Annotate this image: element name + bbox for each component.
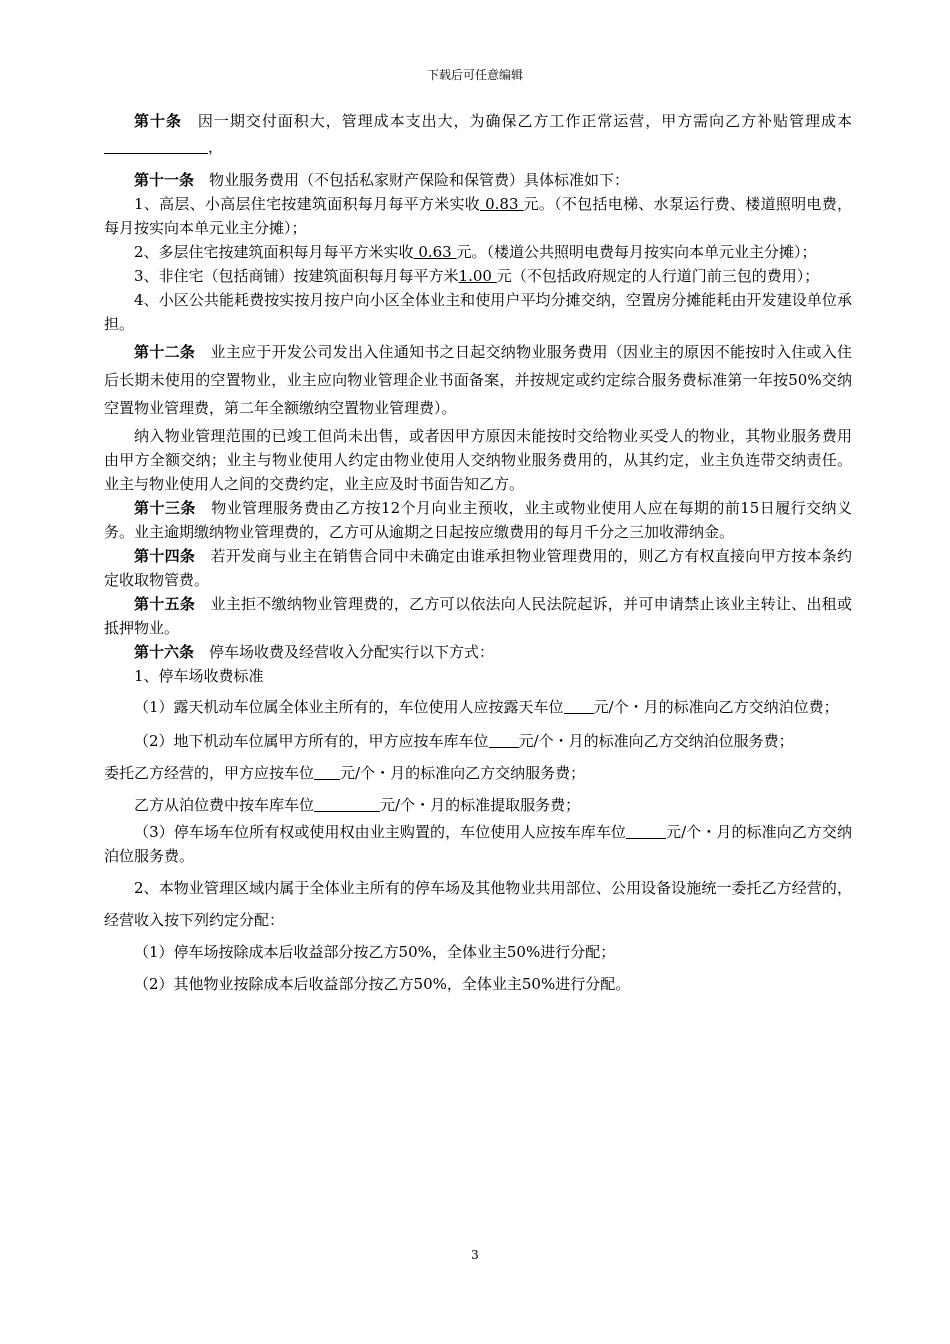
extract-blank	[314, 796, 380, 812]
revenue-other: （2）其他物业按除成本后收益部分按乙方50%，全体业主50%进行分配。	[134, 975, 631, 993]
page-number: 3	[471, 1248, 479, 1262]
page-header: 下载后可任意编辑	[426, 68, 523, 82]
article-15-text: 业主拒不缴纳物业管理费的，乙方可以依法向人民法院起诉，并可申请禁止该业主转让、出租或抵押物业。	[104, 595, 852, 637]
article-11-item-4: 4、小区公共能耗费按实按月按户向小区全体业主和使用户平均分摊交纳，空置房分摊能耗由开发建设单位承担。	[104, 291, 852, 333]
extract-text: 乙方从泊位费中按车库车位	[134, 796, 315, 814]
item-1-text: 1、高层、小高层住宅按建筑面积每月每平方米实收	[134, 195, 481, 213]
article-10	[104, 108, 852, 160]
open-air-rate: 元/个・月的标准向乙方交纳泊位费；	[593, 698, 839, 716]
article-16	[104, 640, 852, 664]
article-11-item-3	[104, 264, 852, 288]
parking-entrusted	[104, 758, 852, 788]
article-11-title: 第十一条	[134, 171, 195, 189]
article-11-item-1	[104, 192, 852, 240]
article-13-title: 第十三条	[134, 499, 196, 517]
open-air-text: （1）露天机动车位属全体业主所有的，车位使用人应按露天车位	[134, 698, 564, 716]
contract-body	[104, 108, 852, 1000]
article-11-item-2	[104, 240, 852, 264]
owner-purchased-rate: 元/个・月的标准向乙方交纳泊位服务费。	[104, 823, 852, 865]
article-10-text: 因一期交付面积大，管理成本支出大，为确保乙方工作正常运营，甲方需向乙方补贴管理成本	[197, 112, 852, 130]
item-2-text: 2、多层住宅按建筑面积每月每平方米实收	[134, 243, 414, 261]
entrusted-rate: 元/个・月的标准向乙方交纳服务费；	[340, 764, 586, 782]
article-12	[104, 338, 852, 422]
open-air-blank	[564, 698, 594, 714]
article-14-title: 第十四条	[134, 547, 196, 565]
entrusted-blank	[314, 764, 340, 780]
article-13-text: 物业管理服务费由乙方按12个月向业主预收，业主或物业使用人应在每期的前15日履行交纳义务。业主逾期缴纳物业管理费的，乙方可从逾期之日起按应缴费用的每月千分之三加收滞纳金。	[104, 499, 852, 541]
item-1-value: 0.83	[480, 195, 524, 213]
item-3-value: 1.00	[458, 267, 497, 285]
parking-extract	[104, 790, 852, 820]
article-16-title: 第十六条	[134, 643, 195, 661]
item-1-note: 元。（不包括电梯、水泵运行费、楼道照明电费，每月按实向本单元业主分摊）；	[104, 195, 852, 237]
article-14	[104, 544, 852, 592]
article-14-text: 若开发商与业主在销售合同中未确定由谁承担物业管理费用的，则乙方有权直接向甲方按本条约定收取物管费。	[104, 547, 852, 589]
parking-fee-heading: 1、停车场收费标准	[134, 667, 264, 685]
parking-underground	[104, 726, 852, 756]
article-15-title: 第十五条	[134, 595, 196, 613]
extract-rate: 元/个・月的标准提取服务费；	[380, 796, 581, 814]
article-12-title: 第十二条	[134, 343, 196, 361]
article-16-intro: 停车场收费及经营收入分配实行以下方式：	[209, 643, 495, 661]
entrusted-text: 委托乙方经营的，甲方应按车位	[104, 764, 315, 782]
parking-open-air	[104, 692, 852, 722]
article-15	[104, 592, 852, 640]
article-10-blank	[104, 138, 208, 154]
underground-text: （2）地下机动车位属甲方所有的，甲方应按车库车位	[134, 732, 489, 750]
article-12-text: 业主应于开发公司发出入住通知书之日起交纳物业服务费用（因业主的原因不能按时入住或入住后长期未使用的空置物业，业主应向物业管理企业书面备案，并按规定或约定综合服务费标准第一年按50%交纳空置物业管理费，第二年全额缴纳空置物业管理费）。	[104, 343, 852, 417]
underground-rate: 元/个・月的标准向乙方交纳泊位服务费；	[518, 732, 794, 750]
owner-purchased-blank	[626, 823, 666, 839]
underground-blank	[489, 732, 519, 748]
article-10-title: 第十条	[134, 112, 182, 130]
owner-purchased-text: （3）停车场车位所有权或使用权由业主购置的，车位使用人应按车库车位	[134, 823, 626, 841]
article-12-para-2: 纳入物业管理范围的已竣工但尚未出售，或者因甲方原因未能按时交给物业买受人的物业，其物业服务费用由甲方全额交纳；业主与物业使用人约定由物业使用人交纳物业服务费用的，从其约定，业主负连带交纳责任。业主与物业使用人之间的交费约定，业主应及时书面告知乙方。	[104, 427, 852, 493]
parking-owner-purchased	[104, 820, 852, 868]
revenue-parking: （1）停车场按除成本后收益部分按乙方50%，全体业主50%进行分配；	[134, 943, 616, 961]
item-3-text: 3、非住宅（包括商铺）按建筑面积每月每平方米	[134, 267, 459, 285]
item-2-value: 0.63	[413, 243, 457, 261]
article-11	[104, 168, 852, 192]
item-2-note: 元。（楼道公共照明电费每月按实向本单元业主分摊）；	[456, 243, 817, 261]
article-13	[104, 496, 852, 544]
article-11-intro: 物业服务费用（不包括私家财产保险和保管费）具体标准如下：	[209, 171, 630, 189]
article-10-end: ，	[208, 138, 224, 156]
item-3-note: 元（不包括政府规定的人行道门前三包的费用）；	[496, 267, 820, 285]
revenue-distribution: 2、本物业管理区域内属于全体业主所有的停车场及其他物业共用部位、公用设备设施统一委托乙方经营的，经营收入按下列约定分配：	[104, 879, 852, 929]
